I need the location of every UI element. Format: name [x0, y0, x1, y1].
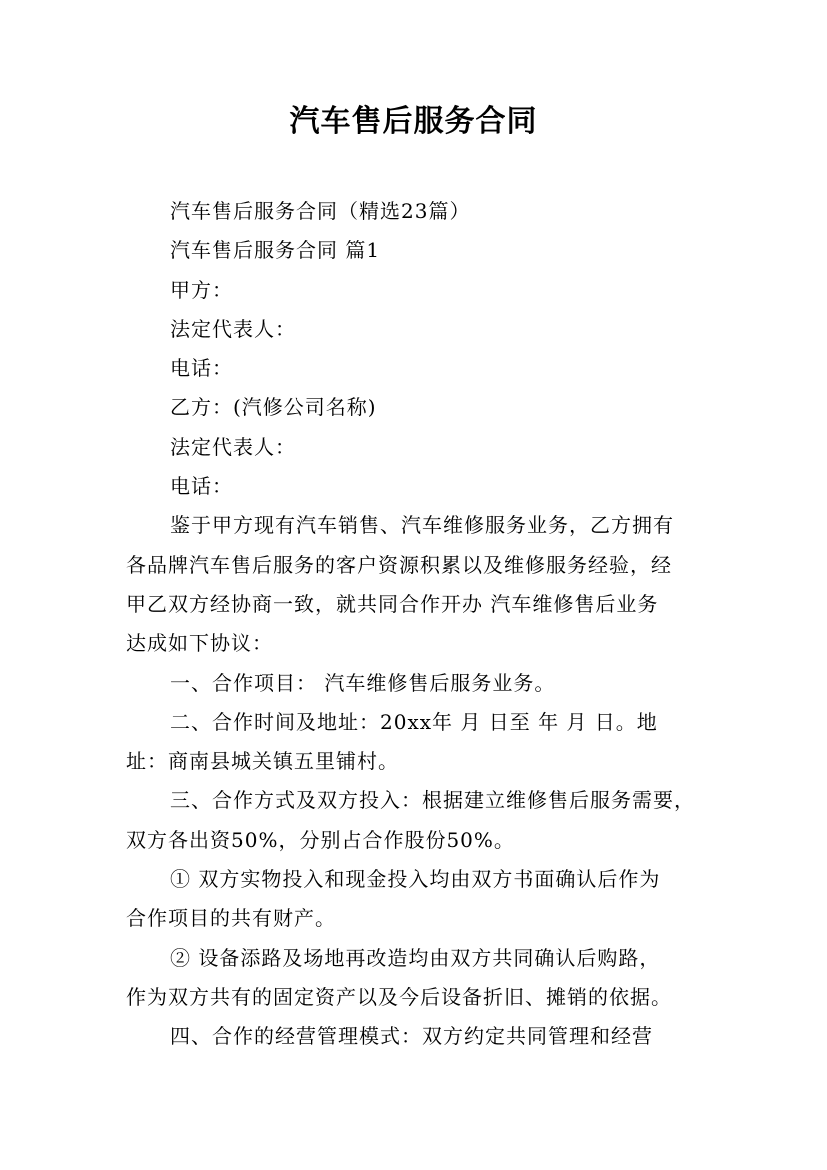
paragraph-line: 法定代表人： — [170, 316, 296, 341]
paragraph-line: 法定代表人： — [170, 434, 296, 459]
paragraph-line: 甲方： — [170, 277, 233, 302]
paragraph-line: 三、合作方式及双方投入：根据建立维修售后服务需要， — [170, 788, 695, 813]
document-title: 汽车售后服务合同 — [289, 104, 538, 139]
paragraph-line: 各品牌汽车售后服务的客户资源积累以及维修服务经验，经 — [126, 552, 672, 577]
paragraph-line: 合作项目的共有财产。 — [126, 906, 336, 931]
paragraph-line: 二、合作时间及地址：20xx年 月 日至 年 月 日。地 — [170, 709, 658, 734]
paragraph-line: 汽车售后服务合同 篇1 — [170, 238, 381, 263]
document-body — [126, 192, 704, 1057]
paragraph-line: 汽车售后服务合同（精选23篇） — [170, 199, 471, 223]
paragraph-line: 鉴于甲方现有汽车销售、汽车维修服务业务，乙方拥有 — [170, 513, 674, 538]
paragraph-line: 乙方：(汽修公司名称) — [170, 395, 377, 420]
paragraph-line: 一、合作项目： 汽车维修售后服务业务。 — [170, 670, 556, 695]
paragraph-line: 电话： — [170, 474, 233, 499]
paragraph-line: ② 设备添路及场地再改造均由双方共同确认后购路， — [170, 945, 661, 970]
paragraph-line: 作为双方共有的固定资产以及今后设备折旧、摊销的依据。 — [126, 984, 672, 1009]
paragraph-line: 达成如下协议： — [126, 631, 273, 656]
paragraph-line: 四、合作的经营管理模式：双方约定共同管理和经营 — [170, 1024, 653, 1049]
paragraph-line: 双方各出资50%，分别占合作股份50%。 — [126, 827, 515, 852]
paragraph-line: 电话： — [170, 356, 233, 381]
paragraph-line: 址：商南县城关镇五里铺村。 — [126, 749, 399, 774]
paragraph-line: ① 双方实物投入和现金投入均由双方书面确认后作为 — [170, 867, 661, 892]
paragraph-line: 甲乙双方经协商一致，就共同合作开办 汽车维修售后业务 — [126, 591, 659, 616]
